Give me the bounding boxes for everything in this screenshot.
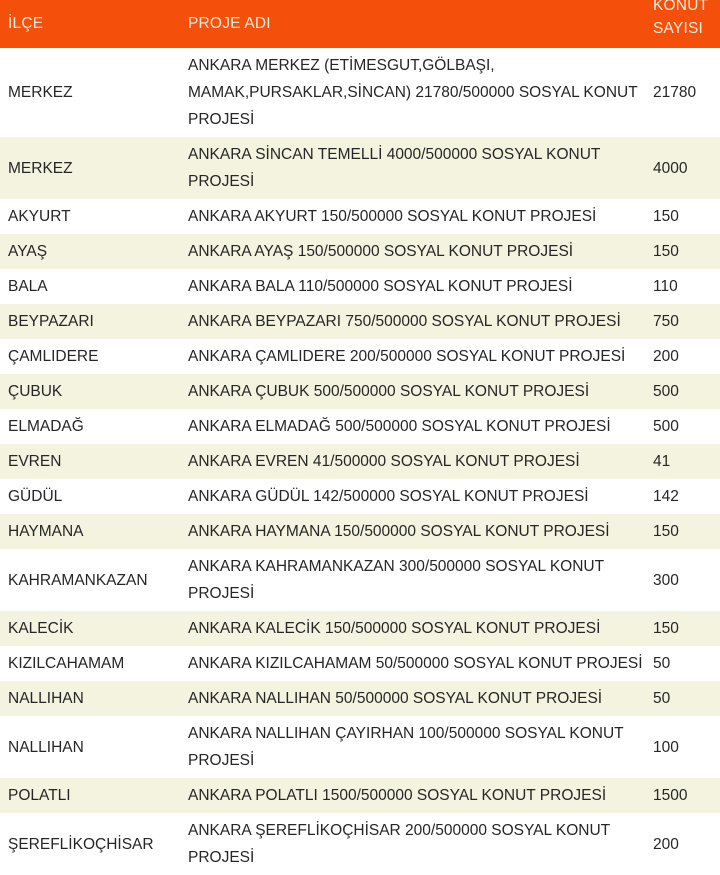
cell-proje-adi xyxy=(173,374,645,409)
table-row xyxy=(0,444,720,479)
cell-proje-adi xyxy=(173,716,645,778)
cell-konut-sayisi xyxy=(645,681,720,716)
cell-konut-sayisi-text: 150 xyxy=(653,620,679,637)
table-row xyxy=(0,199,720,234)
cell-proje-adi-text: ANKARA ÇUBUK 500/500000 SOSYAL KONUT PROJESİ xyxy=(188,383,590,400)
cell-proje-adi-text: ANKARA POLATLI 1500/500000 SOSYAL KONUT PROJESİ xyxy=(188,787,607,804)
cell-proje-adi xyxy=(173,269,645,304)
table-row xyxy=(0,479,720,514)
cell-ilce-text: ELMADAĞ xyxy=(8,418,84,435)
cell-ilce-text: MERKEZ xyxy=(8,84,73,101)
cell-ilce xyxy=(0,813,173,875)
cell-ilce xyxy=(0,48,173,137)
cell-proje-adi xyxy=(173,304,645,339)
cell-proje-adi xyxy=(173,339,645,374)
cell-ilce-text: KAHRAMANKAZAN xyxy=(8,571,148,589)
cell-konut-sayisi-text: 142 xyxy=(653,488,679,505)
cell-konut-sayisi-text: 110 xyxy=(653,278,678,295)
table-row xyxy=(0,514,720,549)
cell-proje-adi xyxy=(173,611,645,646)
cell-ilce-text: ÇAMLIDERE xyxy=(8,348,99,365)
cell-ilce xyxy=(0,339,173,374)
table-row xyxy=(0,304,720,339)
table-header-row xyxy=(0,0,720,48)
cell-ilce-text: ŞEREFLİKOÇHİSAR xyxy=(8,835,154,853)
cell-proje-adi xyxy=(173,479,645,514)
cell-proje-adi-text: ANKARA KALECİK 150/500000 SOSYAL KONUT PROJESİ xyxy=(188,620,601,637)
cell-ilce xyxy=(0,716,173,778)
table-row xyxy=(0,681,720,716)
cell-ilce xyxy=(0,681,173,716)
cell-ilce-text: POLATLI xyxy=(8,787,71,804)
cell-proje-adi xyxy=(173,549,645,611)
cell-proje-adi-text: ANKARA SİNCAN TEMELLİ 4000/500000 SOSYAL KONUT PROJESİ xyxy=(188,146,601,190)
cell-proje-adi xyxy=(173,199,645,234)
cell-ilce xyxy=(0,137,173,199)
cell-ilce xyxy=(0,199,173,234)
cell-konut-sayisi xyxy=(645,444,720,479)
cell-proje-adi-text: ANKARA NALLIHAN ÇAYIRHAN 100/500000 SOSYAL KONUT PROJESİ xyxy=(188,725,624,769)
cell-ilce xyxy=(0,409,173,444)
cell-konut-sayisi-text: 300 xyxy=(653,571,679,589)
table-row xyxy=(0,646,720,681)
cell-ilce xyxy=(0,269,173,304)
cell-ilce xyxy=(0,479,173,514)
cell-konut-sayisi-text: 150 xyxy=(653,243,679,260)
cell-proje-adi-text: ANKARA BALA 110/500000 SOSYAL KONUT PROJESİ xyxy=(188,278,573,295)
cell-proje-adi-text: ANKARA GÜDÜL 142/500000 SOSYAL KONUT PROJESİ xyxy=(188,488,589,505)
cell-proje-adi-text: ANKARA EVREN 41/500000 SOSYAL KONUT PROJESİ xyxy=(188,453,580,470)
table-row xyxy=(0,549,720,611)
cell-konut-sayisi xyxy=(645,646,720,681)
cell-proje-adi xyxy=(173,813,645,875)
cell-proje-adi xyxy=(173,646,645,681)
cell-ilce xyxy=(0,304,173,339)
cell-konut-sayisi xyxy=(645,409,720,444)
cell-ilce xyxy=(0,234,173,269)
cell-proje-adi-text: ANKARA ŞEREFLİKOÇHİSAR 200/500000 SOSYAL KONUT PROJESİ xyxy=(188,822,610,866)
cell-proje-adi xyxy=(173,681,645,716)
cell-konut-sayisi xyxy=(645,339,720,374)
cell-konut-sayisi xyxy=(645,716,720,778)
cell-konut-sayisi xyxy=(645,514,720,549)
cell-proje-adi xyxy=(173,444,645,479)
cell-proje-adi-text: ANKARA KIZILCAHAMAM 50/500000 SOSYAL KONUT PROJESİ xyxy=(188,655,643,672)
cell-konut-sayisi xyxy=(645,304,720,339)
cell-konut-sayisi-text: 500 xyxy=(653,418,679,435)
column-header-ilce xyxy=(0,0,173,48)
cell-konut-sayisi-text: 1500 xyxy=(653,787,688,804)
table-row xyxy=(0,813,720,875)
cell-konut-sayisi-text: 41 xyxy=(653,453,671,470)
cell-ilce xyxy=(0,611,173,646)
cell-proje-adi-text: ANKARA ÇAMLIDERE 200/500000 SOSYAL KONUT PROJESİ xyxy=(188,348,626,365)
cell-proje-adi-text: ANKARA NALLIHAN 50/500000 SOSYAL KONUT PROJESİ xyxy=(188,690,603,707)
cell-konut-sayisi xyxy=(645,234,720,269)
cell-proje-adi xyxy=(173,48,645,137)
table-row xyxy=(0,374,720,409)
cell-ilce-text: NALLIHAN xyxy=(8,690,84,707)
cell-proje-adi-text: ANKARA BEYPAZARI 750/500000 SOSYAL KONUT PROJESİ xyxy=(188,313,621,330)
cell-konut-sayisi xyxy=(645,611,720,646)
cell-konut-sayisi-text: 200 xyxy=(653,835,679,853)
cell-konut-sayisi xyxy=(645,778,720,813)
cell-ilce xyxy=(0,514,173,549)
cell-konut-sayisi xyxy=(645,479,720,514)
cell-konut-sayisi-text: 100 xyxy=(653,738,679,756)
table-row xyxy=(0,48,720,137)
cell-ilce-text: AKYURT xyxy=(8,208,71,225)
cell-konut-sayisi xyxy=(645,137,720,199)
cell-konut-sayisi-text: 50 xyxy=(653,690,671,707)
column-header-proje-adi xyxy=(173,0,645,48)
table-row xyxy=(0,269,720,304)
cell-proje-adi-text: ANKARA AKYURT 150/500000 SOSYAL KONUT PROJESİ xyxy=(188,208,597,225)
column-header-konut-sayisi-label: KONUT SAYISI xyxy=(653,0,708,37)
cell-ilce-text: BEYPAZARI xyxy=(8,313,94,330)
cell-ilce-text: BALA xyxy=(8,278,48,295)
column-header-ilce-label: İLÇE xyxy=(8,15,44,32)
column-header-proje-adi-label: PROJE ADI xyxy=(188,15,271,32)
cell-konut-sayisi-text: 150 xyxy=(653,523,679,540)
cell-konut-sayisi-text: 50 xyxy=(653,655,671,672)
table-row xyxy=(0,339,720,374)
cell-konut-sayisi xyxy=(645,269,720,304)
cell-konut-sayisi xyxy=(645,549,720,611)
cell-proje-adi-text: ANKARA ELMADAĞ 500/500000 SOSYAL KONUT PROJESİ xyxy=(188,418,611,435)
cell-ilce-text: KALECİK xyxy=(8,620,74,637)
cell-proje-adi-text: ANKARA KAHRAMANKAZAN 300/500000 SOSYAL KONUT PROJESİ xyxy=(188,558,604,602)
cell-proje-adi-text: ANKARA AYAŞ 150/500000 SOSYAL KONUT PROJESİ xyxy=(188,243,574,260)
cell-konut-sayisi xyxy=(645,199,720,234)
cell-konut-sayisi-text: 500 xyxy=(653,383,679,400)
cell-proje-adi xyxy=(173,409,645,444)
column-header-konut-sayisi xyxy=(645,0,720,48)
cell-ilce xyxy=(0,549,173,611)
cell-proje-adi xyxy=(173,234,645,269)
cell-konut-sayisi-text: 21780 xyxy=(653,84,697,101)
cell-ilce xyxy=(0,646,173,681)
cell-ilce xyxy=(0,778,173,813)
cell-konut-sayisi-text: 150 xyxy=(653,208,679,225)
table-row xyxy=(0,234,720,269)
table-row xyxy=(0,716,720,778)
cell-ilce-text: MERKEZ xyxy=(8,159,73,177)
cell-konut-sayisi-text: 200 xyxy=(653,348,679,365)
cell-ilce-text: NALLIHAN xyxy=(8,738,84,756)
table-row xyxy=(0,137,720,199)
cell-ilce-text: KIZILCAHAMAM xyxy=(8,655,125,672)
cell-proje-adi xyxy=(173,137,645,199)
cell-proje-adi xyxy=(173,778,645,813)
cell-konut-sayisi-text: 750 xyxy=(653,313,679,330)
cell-ilce xyxy=(0,374,173,409)
table-header xyxy=(0,0,720,48)
cell-ilce-text: AYAŞ xyxy=(8,243,48,260)
table-row xyxy=(0,409,720,444)
cell-konut-sayisi xyxy=(645,813,720,875)
cell-konut-sayisi xyxy=(645,48,720,137)
cell-proje-adi xyxy=(173,514,645,549)
cell-konut-sayisi-text: 4000 xyxy=(653,159,688,177)
cell-ilce-text: ÇUBUK xyxy=(8,383,63,400)
cell-proje-adi-text: ANKARA HAYMANA 150/500000 SOSYAL KONUT PROJESİ xyxy=(188,523,610,540)
table-row xyxy=(0,611,720,646)
cell-ilce-text: EVREN xyxy=(8,453,62,470)
cell-konut-sayisi xyxy=(645,374,720,409)
cell-ilce-text: HAYMANA xyxy=(8,523,84,540)
table-body xyxy=(0,48,720,875)
cell-proje-adi-text: ANKARA MERKEZ (ETİMESGUT,GÖLBAŞI, MAMAK,PURSAKLAR,SİNCAN) 21780/500000 SOSYAL KONUT PROJESİ xyxy=(188,57,638,128)
cell-ilce xyxy=(0,444,173,479)
cell-ilce-text: GÜDÜL xyxy=(8,488,63,505)
table-row xyxy=(0,778,720,813)
